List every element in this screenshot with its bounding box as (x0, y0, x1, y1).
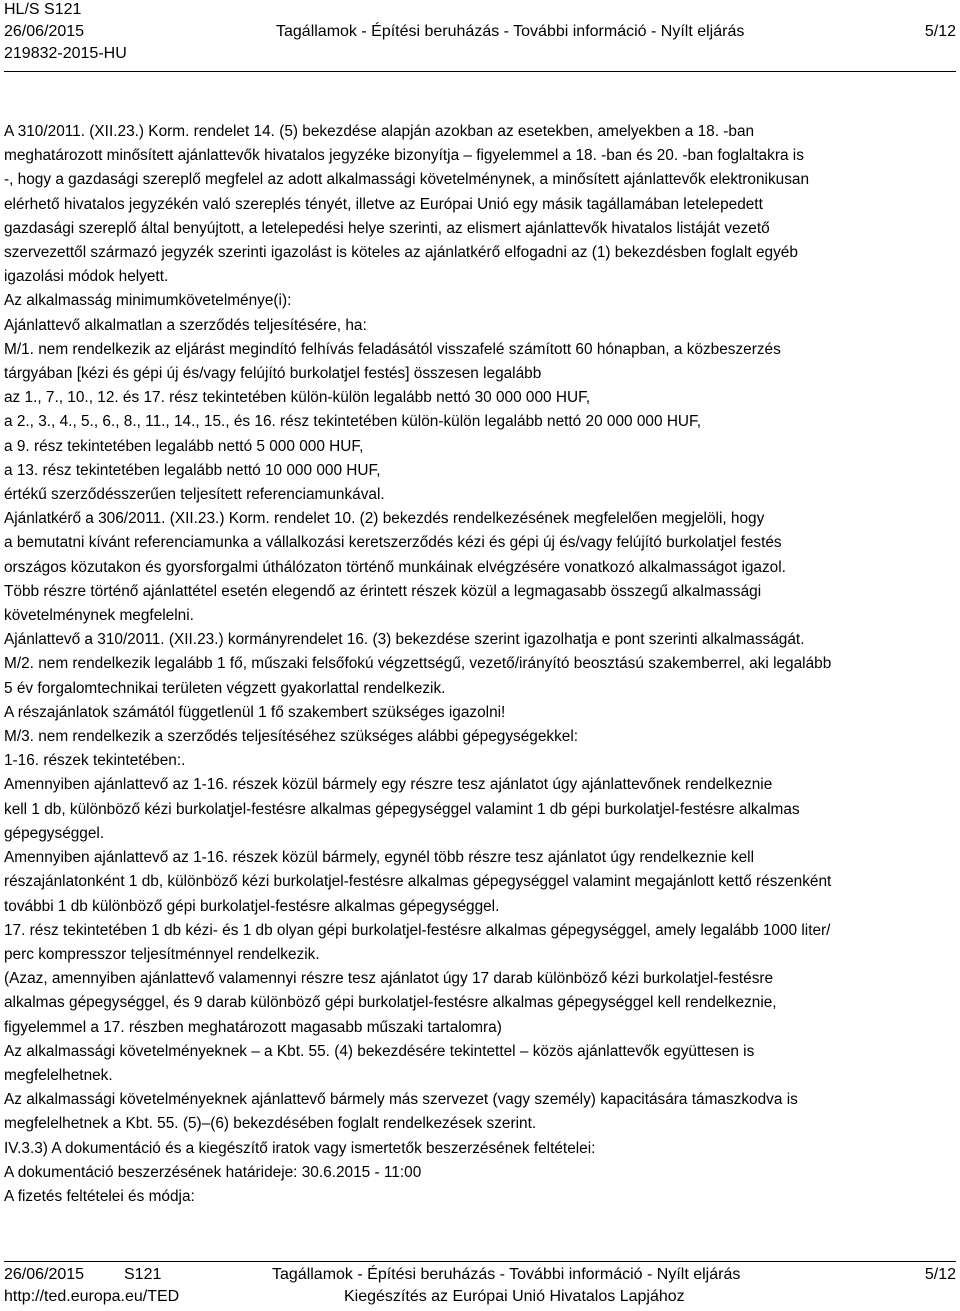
body-line: megfelelhetnek a Kbt. 55. (5)–(6) bekezdésében foglalt rendelkezések szerint. (4, 1115, 537, 1133)
body-line: A fizetés feltételei és módja: (4, 1187, 195, 1205)
footer-url[interactable]: http://ted.europa.eu/TED (4, 1288, 180, 1305)
body-line: gépegységgel. (4, 824, 105, 842)
body-line: figyelemmel a 17. részben meghatározott magasabb műszaki tartalomra) (4, 1018, 502, 1036)
notice-reference: 219832-2015-HU (4, 45, 127, 62)
footer-date: 26/06/2015 (4, 1266, 85, 1283)
body-line: országos közutakon és gyorsforgalmi úthálózaton történő munkáinak elvégzésére vonatkozó alkalmasságot igazol. (4, 558, 786, 576)
body-line: A 310/2011. (XII.23.) Korm. rendelet 14. (5) bekezdése alapján azokban az esetekben, amelyekben a 18. -ban (4, 123, 755, 140)
body-line: A dokumentáció beszerzésének határideje: 30.6.2015 - 11:00 (4, 1163, 422, 1181)
body-line: alkalmas gépegységgel, és 9 darab különböző gépi burkolatjel-festésre alkalmas gépegységgel kell rendelkeznie, (4, 994, 777, 1012)
body-line: A részajánlatok számától függetlenül 1 fő szakembert szükséges igazolni! (4, 703, 506, 721)
body-line: megfelelhetnek. (4, 1066, 113, 1084)
body-line: a 13. rész tekintetében legalább nettó 10 000 000 HUF, (4, 461, 381, 479)
footer-divider (4, 1261, 956, 1262)
body-line: 1-16. részek tekintetében:. (4, 752, 186, 770)
body-line: igazolási módok helyett. (4, 268, 169, 286)
body-line: Több részre történő ajánlattétel esetén elegendő az érintett részek közül a legmagasabb összegű alkalmassági (4, 582, 762, 600)
header-date: 26/06/2015 (4, 23, 85, 40)
header-title: Tagállamok - Építési beruházás - További információ - Nyílt eljárás (276, 23, 745, 40)
body-line: elérhető hivatalos jegyzékén való szereplés tényét, illetve az Európai Unió egy másik tagállamában letelepedett (4, 195, 763, 213)
body-line: Amennyiben ajánlattevő az 1-16. részek közül bármely egy részre tesz ajánlatot úgy ajánlattevőnek rendelkeznie (4, 776, 773, 794)
body-line: Ajánlattevő a 310/2011. (XII.23.) kormányrendelet 16. (3) bekezdése szerint igazolhatja e pont szerinti alkalmasságát. (4, 631, 805, 649)
body-line: a 2., 3., 4., 5., 6., 8., 11., 14., 15., és 16. rész tekintetében külön-külön legalább nettó 20 000 000 HUF, (4, 413, 702, 431)
document-body (4, 120, 957, 1209)
body-line: 17. rész tekintetében 1 db kézi- és 1 db olyan gépi burkolatjel-festésre alkalmas gépegységgel, amely legalább 1000 liter/ (4, 921, 831, 939)
body-line: részajánlatonként 1 db, különböző kézi burkolatjel-festésre alkalmas gépegységgel valamint megajánlott kettő részenként (4, 873, 832, 891)
header-divider (4, 71, 956, 72)
footer-title: Tagállamok - Építési beruházás - További információ - Nyílt eljárás (272, 1266, 741, 1283)
body-line: Ajánlattevő alkalmatlan a szerződés teljesítésére, ha: (4, 316, 367, 334)
body-line: a 9. rész tekintetében legalább nettó 5 000 000 HUF, (4, 437, 364, 455)
body-line: M/2. nem rendelkezik legalább 1 fő, műszaki felsőfokú végzettségű, vezető/irányító beosztású szakemberrel, aki legalább (4, 655, 832, 673)
body-line: szervezettől származó jegyzék szerinti igazolást is köteles az ajánlatkérő elfogadni az (1) bekezdésben foglalt egyéb (4, 244, 798, 262)
body-line: követelménynek megfelelni. (4, 607, 194, 625)
body-line: Az alkalmassági követelményeknek ajánlattevő bármely más szervezet (vagy személy) kapacitására támaszkodva is (4, 1091, 798, 1109)
footer-page-number: 5/12 (924, 1266, 956, 1283)
body-line: tárgyában [kézi és gépi új és/vagy felújító burkolatjel festés] összesen legalább (4, 365, 542, 383)
body-line: az 1., 7., 10., 12. és 17. rész tekintetében külön-külön legalább nettó 30 000 000 HUF, (4, 389, 591, 407)
footer-subtitle: Kiegészítés az Európai Unió Hivatalos Lapjához (344, 1288, 685, 1305)
journal-code: HL/S S121 (4, 1, 82, 18)
body-line: M/1. nem rendelkezik az eljárást megindító felhívás feladásától visszafelé számított 60 hónapban, a közbeszerzés (4, 340, 781, 358)
body-line: (Azaz, amennyiben ajánlattevő valamennyi részre tesz ajánlatot úgy 17 darab különböző kézi burkolatjel-festésre (4, 970, 774, 988)
body-line: kell 1 db, különböző kézi burkolatjel-festésre alkalmas gépegységgel valamint 1 db gépi burkolatjel-festésre alkalmas (4, 800, 800, 818)
body-line: meghatározott minősített ajánlattevők hivatalos jegyzéke bizonyítja – figyelemmel a 18. -ban és 20. -ban foglaltakra is (4, 147, 804, 165)
body-line: Az alkalmassági követelményeknek – a Kbt. 55. (4) bekezdésére tekintettel – közös ajánlattevők együttesen is (4, 1042, 755, 1060)
body-line: IV.3.3) A dokumentáció és a kiegészítő iratok vagy ismertetők beszerzésének feltételei: (4, 1139, 596, 1157)
footer-series: S121 (124, 1266, 162, 1283)
body-line: Az alkalmasság minimumkövetelménye(i): (4, 292, 292, 310)
body-line: Amennyiben ajánlattevő az 1-16. részek közül bármely, egynél több részre tesz ajánlatot úgy rendelkeznie kell (4, 849, 754, 867)
header-page-number: 5/12 (924, 23, 956, 40)
body-line: gazdasági szereplő által benyújtott, a letelepedési helye szerinti, az elismert ajánlattevők hivatalos listáját vezető (4, 219, 770, 237)
body-line: Ajánlatkérő a 306/2011. (XII.23.) Korm. rendelet 10. (2) bekezdés rendelkezésének megfelelően megjelöli, hogy (4, 510, 765, 528)
body-line: 5 év forgalomtechnikai területen végzett gyakorlattal rendelkezik. (4, 679, 446, 697)
body-line: értékű szerződésszerűen teljesített referenciamunkával. (4, 486, 385, 504)
body-line: perc kompresszor teljesítménnyel rendelkezik. (4, 945, 320, 963)
body-line: M/3. nem rendelkezik a szerződés teljesítéséhez szükséges alábbi gépegységekkel: (4, 728, 579, 746)
page-header (4, 0, 956, 70)
body-line: további 1 db különböző gépi burkolatjel-festésre alkalmas gépegységgel. (4, 897, 500, 915)
body-line: -, hogy a gazdasági szereplő megfelel az adott alkalmassági követelménynek, a minősített ajánlattevők elektronikusan (4, 171, 810, 189)
body-line: a bemutatni kívánt referenciamunka a vállalkozási keretszerződés kézi és gépi új és/vagy felújító burkolatjel festés (4, 534, 782, 552)
page-footer (4, 1264, 956, 1311)
